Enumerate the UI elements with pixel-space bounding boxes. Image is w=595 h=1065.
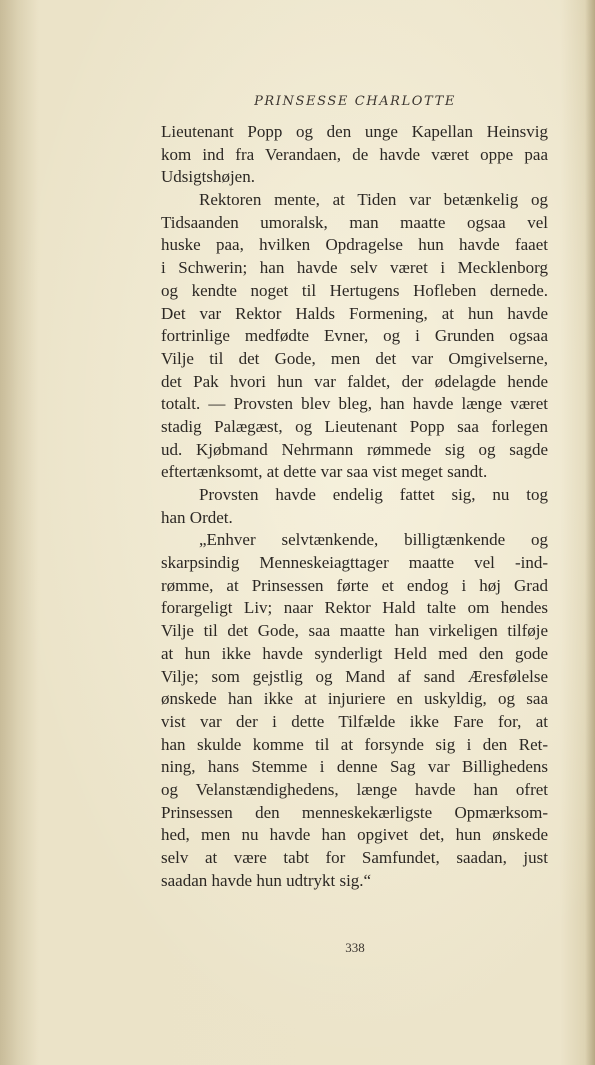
text-line: „Enhver selvtænkende, billigtænkende og	[199, 530, 548, 550]
text-line: Udsigtshøjen.	[161, 167, 255, 187]
text-line: Rektoren mente, at Tiden var betænkelig og	[199, 190, 548, 210]
text-line: ud. Kjøbmand Nehrmann rømmede sig og sagde	[161, 439, 548, 459]
text-line: ønskede han ikke at injuriere en uskyldig, og saa	[161, 689, 548, 709]
text-line: hed, men nu havde han opgivet det, hun ønskede	[161, 825, 548, 845]
page-number: 338	[345, 940, 365, 955]
text-line: stadig Palægæst, og Lieutenant Popp saa forlegen	[161, 416, 548, 436]
text-line: huske paa, hvilken Opdragelse hun havde faaet	[161, 235, 548, 255]
text-line: Vilje til det Gode, saa maatte han virkeligen tilføje	[161, 621, 548, 641]
text-line: at hun ikke havde synderligt Held med den gode	[161, 643, 548, 663]
text-line: vist var der i dette Tilfælde ikke Fare for, at	[161, 711, 548, 731]
text-line: Det var Rektor Halds Formening, at hun havde	[161, 303, 548, 323]
text-line: Lieutenant Popp og den unge Kapellan Heinsvig	[161, 122, 548, 141]
text-line: i Schwerin; han havde selv været i Mecklenborg	[161, 258, 548, 278]
text-line: Prinsessen den menneskekærligste Opmærksom-	[161, 802, 548, 822]
text-line: saadan havde hun udtrykt sig.“	[161, 870, 372, 890]
text-line: selv at være tabt for Samfundet, saadan, just	[161, 848, 548, 867]
text-line: Vilje til det Gode, men det var Omgivelserne,	[161, 348, 548, 368]
text-line: og Velanstændighedens, længe havde han ofret	[161, 779, 548, 799]
text-line: Provsten havde endelig fattet sig, nu tog	[199, 485, 548, 504]
text-line: ning, hans Stemme i denne Sag var Billighedens	[161, 757, 548, 777]
text-line: kom ind fra Verandaen, de havde været oppe paa	[161, 144, 548, 164]
body-text	[161, 121, 548, 892]
text-line: han skulde komme til at forsynde sig i den Ret-	[161, 734, 548, 754]
text-line: skarpsindig Menneskeiagttager maatte vel -ind-	[161, 553, 548, 573]
text-line: det Pak hvori hun var faldet, der ødelagde hende	[161, 371, 548, 391]
text-line: Vilje; som gejstlig og Mand af sand Æresfølelse	[161, 666, 548, 686]
text-line: eftertænksomt, at dette var saa vist meget sandt.	[161, 462, 488, 482]
text-line: rømme, at Prinsessen førte et endog i høj Grad	[161, 575, 548, 595]
text-line: Tidsaanden umoralsk, man maatte ogsaa vel	[161, 212, 548, 232]
gutter-shadow	[0, 0, 38, 1065]
page-edge	[585, 0, 595, 1065]
text-line: fortrinlige medfødte Evner, og i Grunden ogsaa	[161, 326, 548, 346]
text-line: og kendte noget til Hertugens Hofleben dernede.	[161, 280, 548, 300]
running-head: PRINSESSE CHARLOTTE	[254, 94, 456, 109]
text-line: totalt. — Provsten blev bleg, han havde længe været	[161, 394, 548, 414]
text-line: forargeligt Liv; naar Rektor Hald talte om hendes	[161, 598, 548, 618]
text-line: han Ordet.	[161, 507, 233, 527]
